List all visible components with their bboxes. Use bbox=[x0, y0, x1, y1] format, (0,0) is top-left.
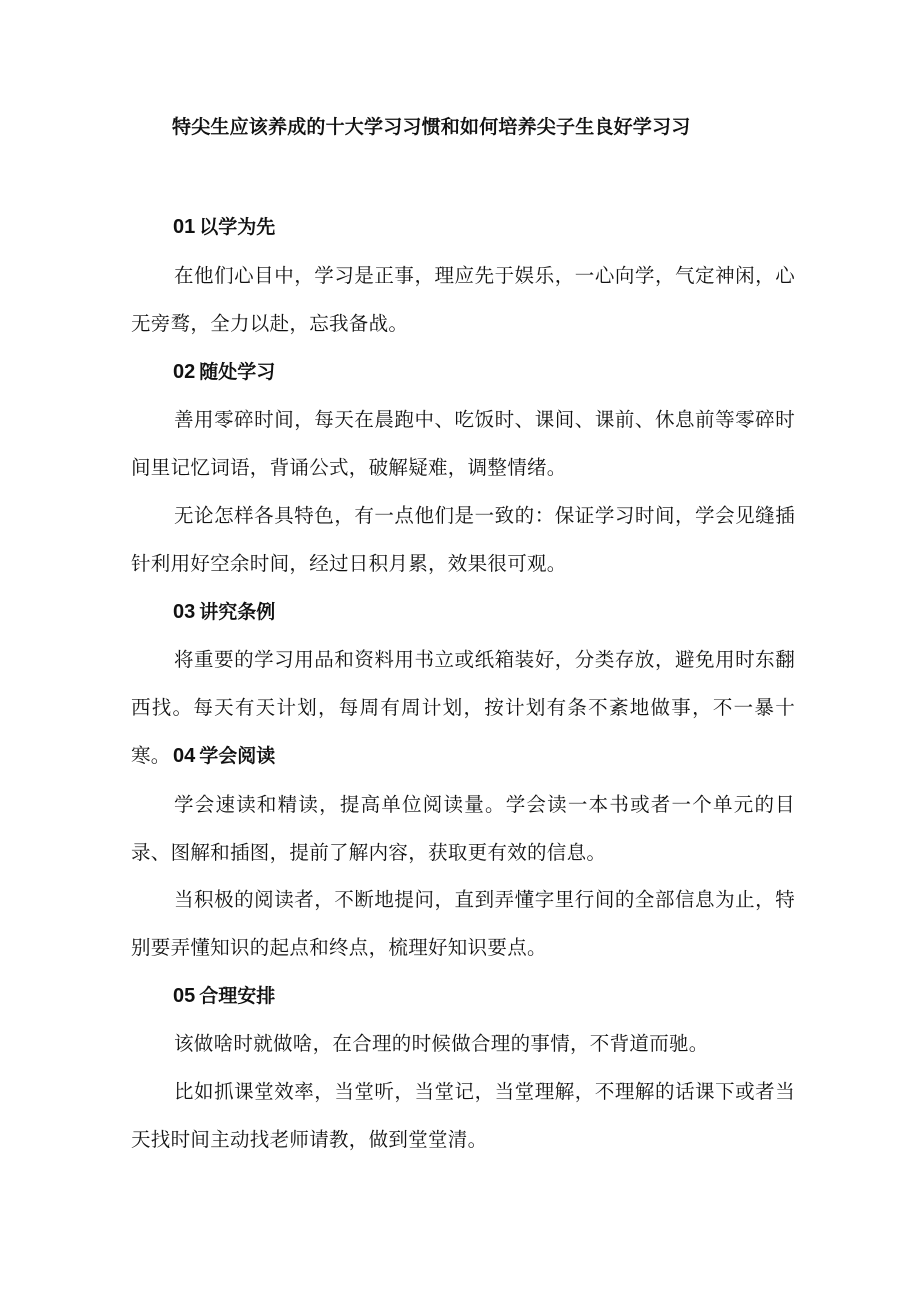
section-heading-05 bbox=[173, 981, 275, 1008]
section-heading-04 bbox=[173, 741, 275, 768]
paragraph: 将重要的学习用品和资料用书立或纸箱装好，分类存放，避免用时东翻西找。每天有天计划，每周有周计划，按计划有条不紊地做事，不一暴十寒。 bbox=[131, 648, 795, 767]
section-heading-03 bbox=[173, 597, 275, 624]
section-title: 讲究条例 bbox=[199, 601, 276, 623]
section-title: 合理安排 bbox=[199, 985, 276, 1007]
section-number: 01 bbox=[173, 216, 196, 238]
paragraph: 善用零碎时间，每天在晨跑中、吃饭时、课间、课前、休息前等零碎时间里记忆词语，背诵公式，破解疑难，调整情绪。 bbox=[131, 408, 795, 479]
paragraph: 无论怎样各具特色，有一点他们是一致的：保证学习时间，学会见缝插针利用好空余时间，经过日积月累，效果很可观。 bbox=[131, 504, 795, 575]
section-heading-02 bbox=[173, 357, 275, 384]
section-number: 02 bbox=[173, 361, 196, 383]
section-number: 03 bbox=[173, 601, 196, 623]
paragraph: 该做啥时就做啥，在合理的时候做合理的事情，不背道而驰。 bbox=[174, 1032, 709, 1055]
section-heading-01 bbox=[173, 212, 275, 239]
section-title: 以学为先 bbox=[199, 216, 276, 238]
section-number: 04 bbox=[173, 745, 196, 767]
paragraph: 学会速读和精读，提高单位阅读量。学会读一本书或者一个单元的目录、图解和插图，提前了解内容，获取更有效的信息。 bbox=[131, 793, 795, 864]
section-number: 05 bbox=[173, 985, 196, 1007]
paragraph: 当积极的阅读者，不断地提问，直到弄懂字里行间的全部信息为止，特别要弄懂知识的起点和终点，梳理好知识要点。 bbox=[131, 888, 795, 959]
paragraph: 比如抓课堂效率，当堂听，当堂记，当堂理解，不理解的话课下或者当天找时间主动找老师请教，做到堂堂清。 bbox=[131, 1080, 795, 1151]
paragraph: 在他们心目中，学习是正事，理应先于娱乐，一心向学，气定神闲，心无旁骛，全力以赴，忘我备战。 bbox=[131, 264, 795, 335]
section-title: 随处学习 bbox=[199, 361, 276, 383]
section-title: 学会阅读 bbox=[199, 745, 276, 767]
document-title: 特尖生应该养成的十大学习习惯和如何培养尖子生良好学习习 bbox=[172, 116, 691, 138]
